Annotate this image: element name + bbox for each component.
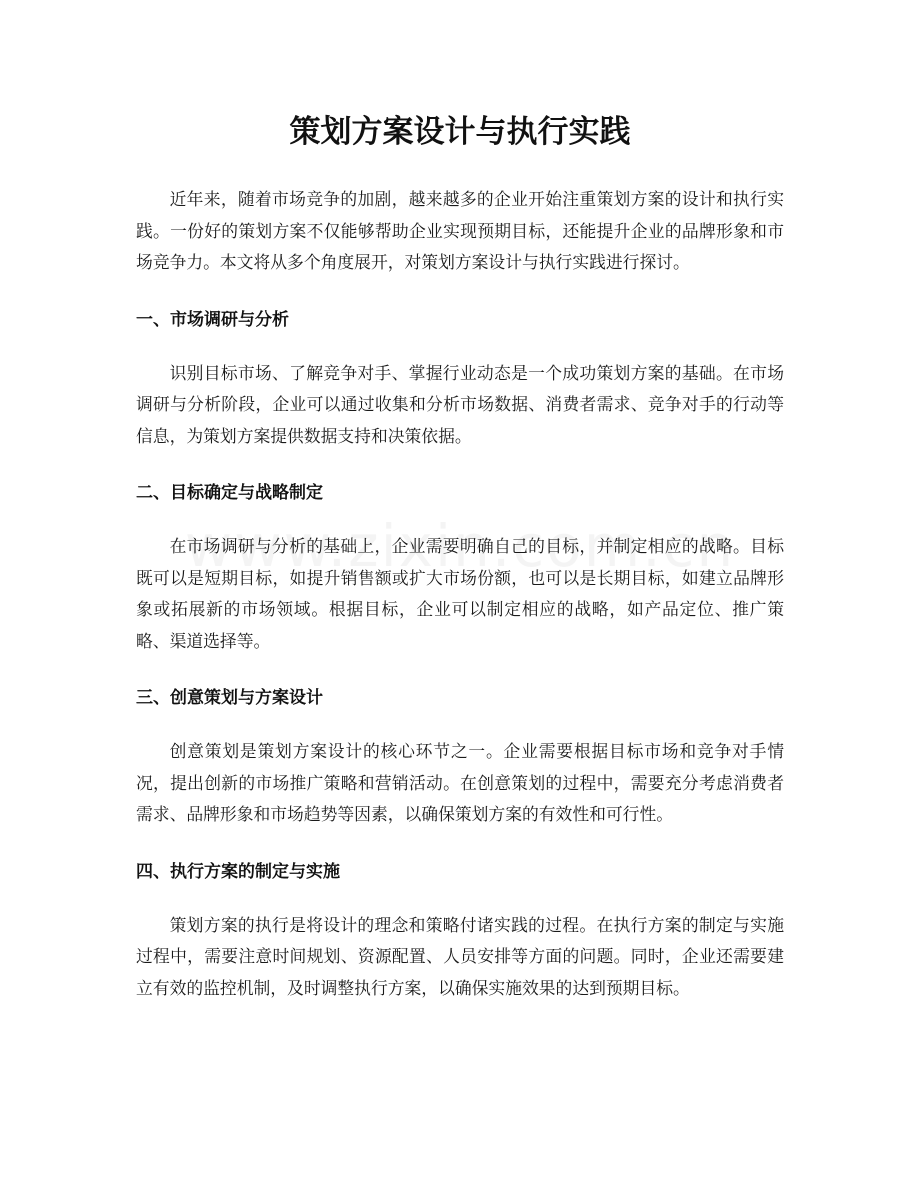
spacer: [136, 886, 784, 910]
spacer: [136, 279, 784, 306]
document-title: 策划方案设计与执行实践: [289, 114, 631, 150]
spacer: [136, 507, 784, 531]
document-body: [136, 184, 784, 1004]
section-body-goals-strategy: 在市场调研与分析的基础上，企业需要明确自己的目标，并制定相应的战略。目标既可以是短期目标，如提升销售额或扩大市场份额，也可以是长期目标，如建立品牌形象或拓展新的市场领域。根据目标，企业可以制定相应的战略，如产品定位、推广策略、渠道选择等。: [136, 536, 784, 651]
section-body-creative-design: 创意策划是策划方案设计的核心环节之一。企业需要根据目标市场和竞争对手情况，提出创新的市场推广策略和营销活动。在创意策划的过程中，需要充分考虑消费者需求、品牌形象和市场趋势等因素，以确保策划方案的有效性和可行性。: [136, 741, 784, 824]
spacer: [136, 452, 784, 479]
section-heading-market-research: 一、市场调研与分析: [136, 309, 289, 330]
spacer: [136, 831, 784, 858]
section-body-market-research: 识别目标市场、了解竞争对手、掌握行业动态是一个成功策划方案的基础。在市场调研与分析阶段，企业可以通过收集和分析市场数据、消费者需求、竞争对手的行动等信息，为策划方案提供数据支持和决策依据。: [136, 362, 784, 446]
section-body-execution: 策划方案的执行是将设计的理念和策略付诸实践的过程。在执行方案的制定与实施过程中，需要注意时间规划、资源配置、人员安排等方面的问题。同时，企业还需要建立有效的监控机制，及时调整执行方案，以确保实施效果的达到预期目标。: [136, 914, 784, 998]
section-heading-creative-design: 三、创意策划与方案设计: [136, 688, 323, 708]
spacer: [136, 334, 784, 358]
spacer: [136, 657, 784, 684]
spacer: [136, 712, 784, 736]
intro-paragraph: 近年来，随着市场竞争的加剧，越来越多的企业开始注重策划方案的设计和执行实践。一份好的策划方案不仅能够帮助企业实现预期目标，还能提升企业的品牌形象和市场竞争力。本文将从多个角度展开，对策划方案设计与执行实践进行探讨。: [136, 189, 784, 272]
section-heading-execution: 四、执行方案的制定与实施: [136, 861, 340, 882]
section-heading-goals-strategy: 二、目标确定与战略制定: [136, 483, 323, 503]
